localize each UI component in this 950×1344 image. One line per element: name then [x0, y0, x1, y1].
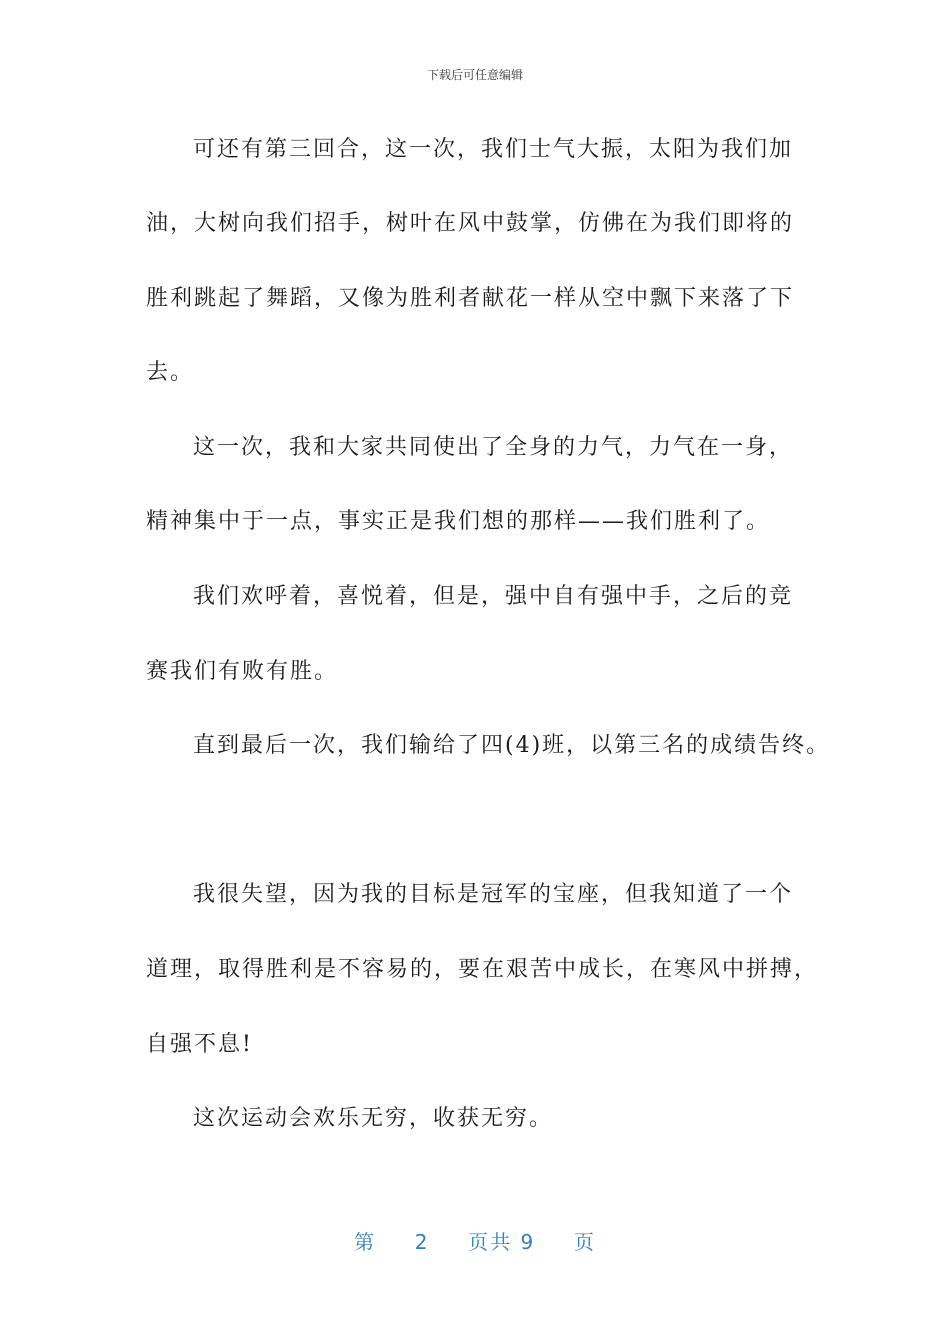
paragraph-line: 这次运动会欢乐无穷，收获无穷。 [193, 1106, 554, 1131]
paragraph-line: 直到最后一次，我们输给了四(4)班，以第三名的成绩告终。 [193, 733, 831, 758]
footer-prefix: 第 [354, 1230, 376, 1254]
page-number-footer [0, 1226, 950, 1255]
paragraph-line: 我很失望，因为我的目标是冠军的宝座，但我知道了一个 [193, 882, 794, 907]
paragraph-line: 去。 [146, 360, 195, 385]
paragraph-line: 可还有第三回合，这一次，我们士气大振，太阳为我们加 [193, 137, 794, 162]
paragraph-line: 赛我们有败有胜。 [146, 659, 339, 684]
footer-total-pages: 9 [520, 1230, 536, 1254]
footer-middle: 页共 [468, 1230, 513, 1254]
paragraph-line: 这一次，我和大家共同使出了全身的力气，力气在一身， [193, 435, 794, 460]
paragraph-line: 自强不息! [146, 1032, 253, 1057]
paragraph-line: 精神集中于一点，事实正是我们想的那样——我们胜利了。 [146, 509, 771, 534]
paragraph-line: 胜利跳起了舞蹈，又像为胜利者献花一样从空中飘下来落了下 [146, 286, 795, 311]
paragraph-line: 油，大树向我们招手，树叶在风中鼓掌，仿佛在为我们即将的 [146, 211, 795, 236]
paragraph-line: 我们欢呼着，喜悦着，但是，强中自有强中手，之后的竞 [193, 584, 794, 609]
footer-current-page: 2 [414, 1230, 430, 1254]
paragraph-line: 道理，取得胜利是不容易的，要在艰苦中成长，在寒风中拼搏， [146, 957, 819, 982]
footer-suffix: 页 [573, 1230, 596, 1254]
page-header-note: 下载后可任意编辑 [426, 68, 523, 82]
